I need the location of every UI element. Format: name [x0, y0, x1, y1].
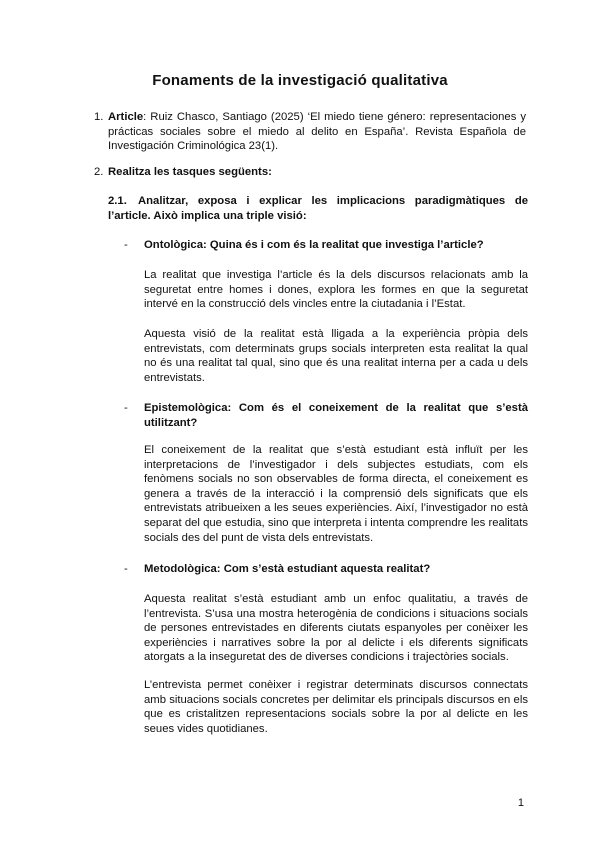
item-1-number: 1. — [94, 111, 104, 123]
bullet-2-paragraph-1: El coneixement de la realitat que s’està estudiant està influït per les interpretacions de l’investigador i dels subjectes estudiats, com els fenòmens socials no son observables de forma directa, el coneixement es genera a través de la interacció i la comprensió dels significats que els entrevistats atribueixen a les seues experiències. Així, l’investigador no està separat del que estudia, sino que interpreta i intenta comprendre les realitats socials des del punt de vista dels entrevistats. — [144, 444, 528, 544]
bullet-3-dash: - — [124, 563, 128, 575]
subitem-2-1-number: 2.1. — [108, 195, 127, 207]
subitem-2-1-text: Analitzar, exposa i explicar les implicacions paradigmàtiques de l’article. Això implica una triple visió: — [108, 195, 528, 222]
item-1-article — [108, 110, 526, 154]
bullet-3-paragraph-1: Aquesta realitat s’està estudiant amb un enfoc qualitatiu, a través de l’entrevista. S’usa una mostra heterogènia de condicions i situacions socials de persones entrevistades en diferents ciutats espanyoles per conèixer les experiències i narratives sobre la por al delicte i els diferents significats atorgats a la inseguretat des de diverses condicions i trajectòries socials. — [144, 593, 528, 664]
item-2-number: 2. — [94, 166, 104, 178]
bullet-1-heading: Ontològica: Quina és i com és la realitat que investiga l’article? — [144, 239, 484, 251]
bullet-2-heading: Epistemològica: Com és el coneixement de la realitat que s’està utilitzant? — [144, 402, 528, 429]
item-2-label: Realitza les tasques següents: — [108, 166, 272, 178]
bullet-3-heading: Metodològica: Com s’està estudiant aquesta realitat? — [144, 563, 431, 575]
bullet-2-dash: - — [124, 402, 128, 414]
bullet-1-dash: - — [124, 239, 128, 251]
item-1-label: Article — [108, 111, 144, 123]
item-1-text: : Ruiz Chasco, Santiago (2025) ‘El miedo tiene género: representaciones y prácticas sociales sobre el miedo al delito en España’. Revista Española de Investigación Criminológica 23(1). — [108, 111, 526, 153]
bullet-1-paragraph-1: La realitat que investiga l’article és la dels discursos relacionats amb la seguretat entre homes i dones, explora les formes en que la seguretat intervé en la construcció dels vincles entre la ciutadania i l’Estat. — [144, 269, 528, 311]
page-title: Fonaments de la investigació qualitativa — [152, 72, 448, 89]
bullet-3-paragraph-2: L’entrevista permet conèixer i registrar determinats discursos connectats amb situacions socials concretes per delimitar els principals discursos en els que es cristalitzen representacions socials sobre la por al delicte en les seues vides quotidianes. — [144, 679, 528, 735]
bullet-1-paragraph-2: Aquesta visió de la realitat està lligada a la experiència pròpia dels entrevistats, com determinats grups socials interpreten esta realitat la qual no és una realitat tal qual, sino que és una realitat interna per a cada u dels entrevistats. — [144, 328, 528, 384]
page-number: 1 — [517, 797, 524, 809]
